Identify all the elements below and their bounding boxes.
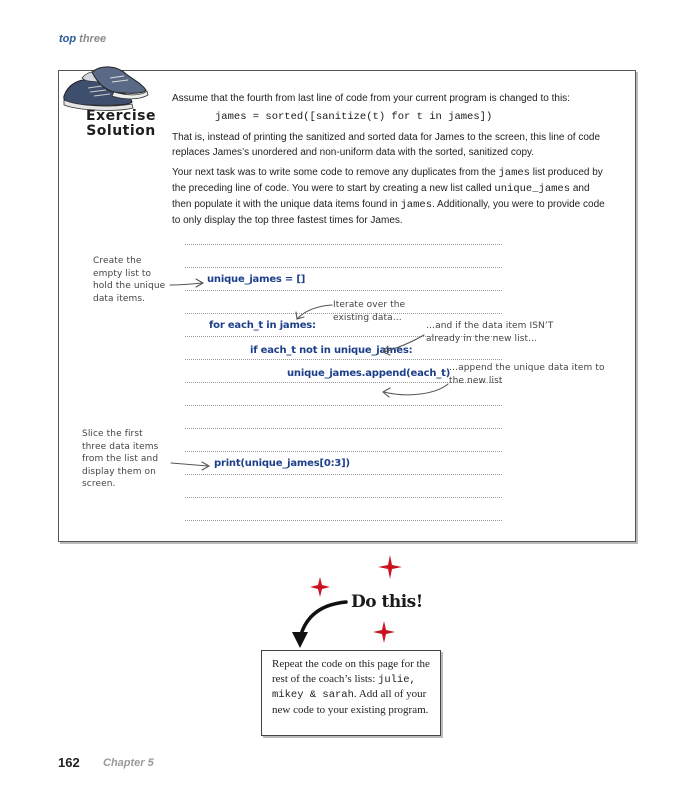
curved-arrow-icon bbox=[292, 602, 346, 648]
header-top-word: top bbox=[59, 33, 77, 45]
chapter-label: Chapter 5 bbox=[103, 757, 154, 769]
task-code-james-1: james bbox=[498, 167, 530, 179]
code-line-append: unique_james.append(each_t) bbox=[287, 368, 451, 379]
intro-assume: Assume that the fourth from last line of code from your current program is changed to this: bbox=[172, 93, 570, 104]
task-text-d: . Additionally, you were to provide code to only display the top three fastest times for James. bbox=[172, 199, 605, 226]
code-line-if-not: if each_t not in unique_james: bbox=[250, 345, 413, 356]
solution-word: Solution bbox=[86, 122, 156, 139]
intro-code: james = sorted([sanitize(t) for t in james]) bbox=[215, 111, 493, 123]
repeat-names-code: julie, mikey & sarah bbox=[272, 673, 416, 701]
code-line-print-slice: print(unique_james[0:3]) bbox=[214, 458, 350, 469]
task-code-james-2: james bbox=[400, 199, 433, 211]
star-icon bbox=[373, 621, 395, 643]
annotation-append: …append the unique data item to the new list bbox=[449, 363, 605, 386]
star-icon bbox=[378, 555, 402, 579]
task-text-b: list produced by the preceding line of code. You were to start by creating a new list called bbox=[172, 167, 603, 194]
code-line-for-loop: for each_t in james: bbox=[209, 320, 316, 331]
do-this-heading: Do this! bbox=[351, 592, 423, 612]
code-line-unique-list: unique_james = [] bbox=[207, 274, 306, 285]
annotation-iterate: Iterate over the existing data… bbox=[333, 300, 406, 323]
annotation-create-list: Create the empty list to hold the unique data items. bbox=[93, 256, 166, 304]
repeat-instructions-box bbox=[261, 650, 441, 736]
annotation-slice: Slice the first three data items from the list and display them on screen. bbox=[82, 429, 159, 489]
task-code-unique-james: unique_james bbox=[494, 183, 571, 195]
task-text-a: Your next task was to write some code to remove any duplicates from the bbox=[172, 167, 499, 178]
task-text-c: and then populate it with the unique data items found in bbox=[172, 183, 590, 210]
repeat-text-b: . Add all of your new code to your existing program. bbox=[272, 688, 429, 716]
star-icon bbox=[310, 577, 330, 597]
annotation-if-not: …and if the data item ISN’T already in the new list… bbox=[426, 321, 554, 344]
header-three-word: three bbox=[79, 33, 107, 45]
exercise-word: Exercise bbox=[86, 108, 156, 124]
page-number: 162 bbox=[58, 755, 80, 770]
repeat-text-a: Repeat the code on this page for the rest of the coach’s lists: bbox=[272, 658, 430, 685]
intro-explain: That is, instead of printing the sanitized and sorted data for James to the screen, this line of code replaces James’s unordered and non-uniform data with the sorted, sanitized copy. bbox=[172, 132, 601, 158]
